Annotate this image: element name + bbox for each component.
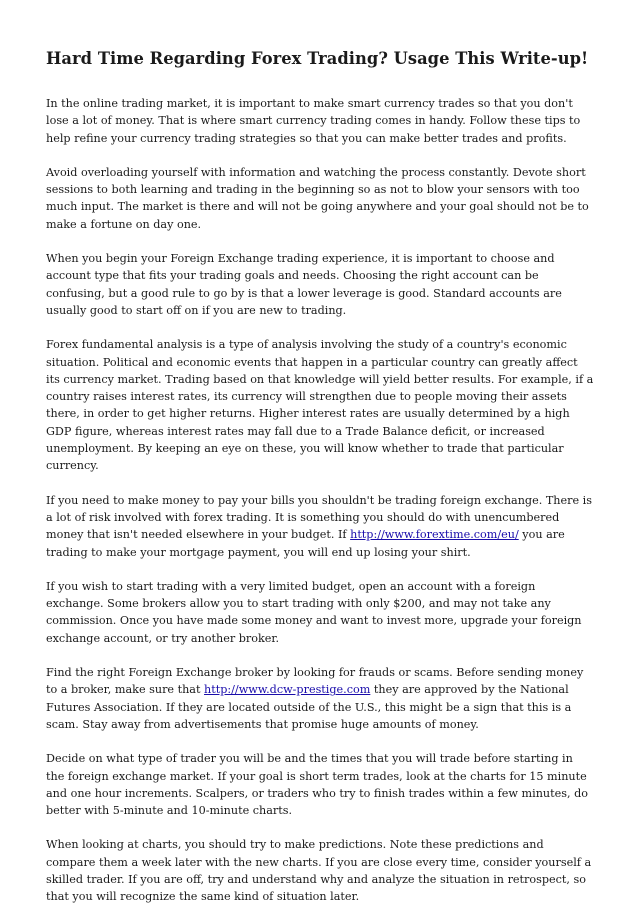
paragraph-text: Avoid overloading yourself with information and watching the process constantly. Devote short sessions to both learning and trading in the beginning so as not to blow your sensors with too much input. The market is there and will not be going anywhere and your goal should not be to make a fortune on day one. <box>46 165 589 231</box>
paragraph-text: When you begin your Foreign Exchange trading experience, it is important to choose and account type that fits your trading goals and needs. Choosing the right account can be confusing, but a good rule to go by is that a lower leverage is good. Standard accounts are usually good to start off on if you are new to trading. <box>46 252 562 317</box>
document-page <box>46 48 594 923</box>
paragraph <box>46 250 594 319</box>
paragraph <box>46 664 594 733</box>
paragraph-text: Forex fundamental analysis is a type of analysis involving the study of a country's economic situation. Political and economic events that happen in a particular country can greatly affect its currency market. Trading based on that knowledge will yield better results. For example, if a country raises interest rates, its currency will strengthen due to people moving their assets there, in order to get higher returns. Higher interest rates are usually determined by a high GDP figure, whereas interest rates may fall due to a Trade Balance deficit, or increased unemployment. By keeping an eye on these, you will know whether to trade that particular currency. <box>46 338 594 473</box>
inline-link[interactable]: http://www.forextime.com/eu/ <box>350 528 519 542</box>
paragraph <box>46 578 594 647</box>
inline-link[interactable]: http://www.dcw-prestige.com <box>204 683 371 697</box>
paragraph-text: they are approved by the National Futures Association. If they are located outside of the U.S., this might be a sign that this is a scam. Stay away from advertisements that promise huge amounts of money. <box>46 683 572 731</box>
paragraph-text: In the online trading market, it is important to make smart currency trades so that you don't lose a lot of money. That is where smart currency trading comes in handy. Follow these tips to help refine your currency trading strategies so that you can make better trades and profits. <box>46 97 581 145</box>
paragraph <box>46 336 594 474</box>
paragraph <box>46 492 594 561</box>
paragraph-text: Decide on what type of trader you will be and the times that you will trade before starting in the foreign exchange market. If your goal is short term trades, look at the charts for 15 minute and one hour increments. Scalpers, or traders who try to finish trades within a few minutes, do better with 5-minute and 10-minute charts. <box>46 752 589 818</box>
paragraph-text: you are trading to make your mortgage payment, you will end up losing your shirt. <box>46 528 565 559</box>
paragraph <box>46 750 594 819</box>
paragraph-text: If you wish to start trading with a very limited budget, open an account with a foreign exchange. Some brokers allow you to start trading with only $200, and may not take any commission. Once you have made some money and want to invest more, upgrade your foreign exchange account, or try another broker. <box>46 579 582 645</box>
paragraph-text: When looking at charts, you should try to make predictions. Note these predictions and compare them a week later with the new charts. If you are close every time, consider yourself a skilled trader. If you are off, try and understand why and analyze the situation in retrospect, so that you will recognize the same kind of situation later. <box>46 838 592 904</box>
document-body <box>46 95 594 906</box>
paragraph-text: If you need to make money to pay your bills you shouldn't be trading foreign exchange. There is a lot of risk involved with forex trading. It is something you should do with unencumbered money that isn't needed elsewhere in your budget. If <box>46 493 592 542</box>
paragraph <box>46 95 594 147</box>
paragraph <box>46 164 594 233</box>
document-title: Hard Time Regarding Forex Trading? Usage This Write-up! <box>46 49 589 68</box>
paragraph-text: Find the right Foreign Exchange broker by looking for frauds or scams. Before sending money to a broker, make sure that <box>46 666 584 697</box>
paragraph <box>46 836 594 905</box>
